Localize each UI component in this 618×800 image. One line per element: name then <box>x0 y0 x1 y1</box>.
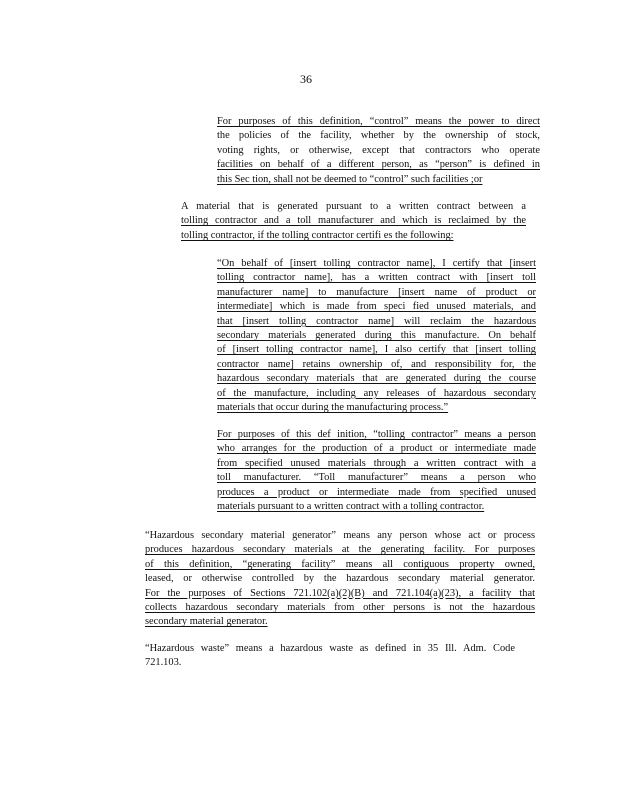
line-text: materials pursuant to a written contract with a tolling contractor. <box>217 500 485 512</box>
hazardous-waste-definition-paragraph <box>145 642 515 671</box>
line-text: “On behalf of [insert tolling contractor name], I certify that [insert <box>217 258 536 269</box>
text-line <box>217 144 540 158</box>
text-line <box>217 329 536 343</box>
text-line <box>145 615 535 629</box>
line-text: of [insert tolling contractor name], I also certify that [insert tolling <box>217 344 536 356</box>
text-line <box>217 129 540 143</box>
line-text: materials that occur during the manufacturing process.” <box>217 401 449 413</box>
text-line <box>217 401 536 415</box>
line-text: 721.103. <box>145 657 182 669</box>
text-line <box>217 173 540 187</box>
text-line <box>217 500 536 514</box>
generator-definition-paragraph <box>145 529 535 630</box>
line-text: For the purposes of Sections 721.102(a)(2)(B) and 721.104(a)(23), a facility that <box>145 587 535 599</box>
line-text: produces a product or intermediate made from specified unused <box>217 486 536 498</box>
text-line <box>217 387 536 401</box>
line-text: tolling contractor, if the tolling contractor certifi es the following: <box>181 229 454 241</box>
text-line <box>181 229 526 243</box>
line-text: “Hazardous waste” means a hazardous waste as defined in 35 Ill. Adm. Code <box>145 643 515 654</box>
line-text: leased, or otherwise controlled by the hazardous secondary material generator. <box>145 573 535 585</box>
line-text: contractor name] retains ownership of, and responsibility for, the <box>217 358 536 370</box>
line-text: A material that is generated pursuant to a written contract between a <box>181 201 526 212</box>
line-text: that [insert tolling contractor name] will reclaim the hazardous <box>217 315 536 327</box>
text-line <box>217 442 536 456</box>
text-line <box>217 271 536 285</box>
line-text: of this definition, “generating facility” means all contiguous property owned, <box>145 558 535 570</box>
line-text: For purposes of this definition, “control” means the power to direct <box>217 116 540 127</box>
line-text: For purposes of this def inition, “tolling contractor” means a person <box>217 429 536 440</box>
text-line <box>217 300 536 314</box>
certification-quote-paragraph <box>217 257 536 415</box>
line-text: tolling contractor and a toll manufacturer and which is reclaimed by the <box>181 215 526 227</box>
line-text: “Hazardous secondary material generator” means any person whose act or process <box>145 530 535 541</box>
line-text: manufacturer name] to manufacture [insert name of product or <box>217 286 536 298</box>
text-line <box>145 601 535 615</box>
line-text: collects hazardous secondary materials from other persons is not the hazardous <box>145 601 535 613</box>
text-line <box>217 158 540 172</box>
text-line <box>217 428 536 442</box>
text-line <box>217 358 536 372</box>
text-line <box>145 529 535 543</box>
line-text: this Sec tion, shall not be deemed to “control” such facilities ;or <box>217 173 483 185</box>
text-line <box>217 486 536 500</box>
line-text: produces hazardous secondary materials at the generating facility. For purposes <box>145 544 535 556</box>
text-line <box>217 457 536 471</box>
line-text: toll manufacturer. “Toll manufacturer” means a person who <box>217 472 536 484</box>
line-text: tolling contractor name], has a written contract with [insert toll <box>217 272 536 284</box>
text-line <box>145 558 535 572</box>
line-text: hazardous secondary materials that are generated during the course <box>217 373 536 385</box>
tolling-material-paragraph <box>181 200 526 243</box>
tolling-contractor-definition-paragraph <box>217 428 536 514</box>
text-line <box>217 115 540 129</box>
line-text: intermediate] which is made from speci fied unused materials, and <box>217 301 536 313</box>
text-line <box>181 214 526 228</box>
text-line <box>217 286 536 300</box>
line-text: facilities on behalf of a different person, as “person” is defined in <box>217 159 540 171</box>
line-text: the policies of the facility, whether by the ownership of stock, <box>217 130 540 142</box>
line-text: who arranges for the production of a product or intermediate made <box>217 443 536 455</box>
text-line <box>145 572 535 586</box>
text-line <box>181 200 526 214</box>
text-line <box>217 471 536 485</box>
text-line <box>145 642 515 656</box>
line-text: voting rights, or otherwise, except that contractors who operate <box>217 144 540 156</box>
line-text: from specified unused materials through a written contract with a <box>217 457 536 469</box>
line-text: secondary materials generated during this manufacture. On behalf <box>217 329 536 341</box>
text-line <box>145 656 515 670</box>
text-line <box>217 343 536 357</box>
control-definition-paragraph <box>217 115 540 187</box>
text-line <box>217 315 536 329</box>
line-text: secondary material generator. <box>145 616 268 628</box>
page-number: 36 <box>300 72 312 86</box>
text-line <box>217 257 536 271</box>
text-line <box>145 543 535 557</box>
text-line <box>145 587 535 601</box>
text-line <box>217 372 536 386</box>
line-text: of the manufacture, including any releases of hazardous secondary <box>217 387 536 399</box>
